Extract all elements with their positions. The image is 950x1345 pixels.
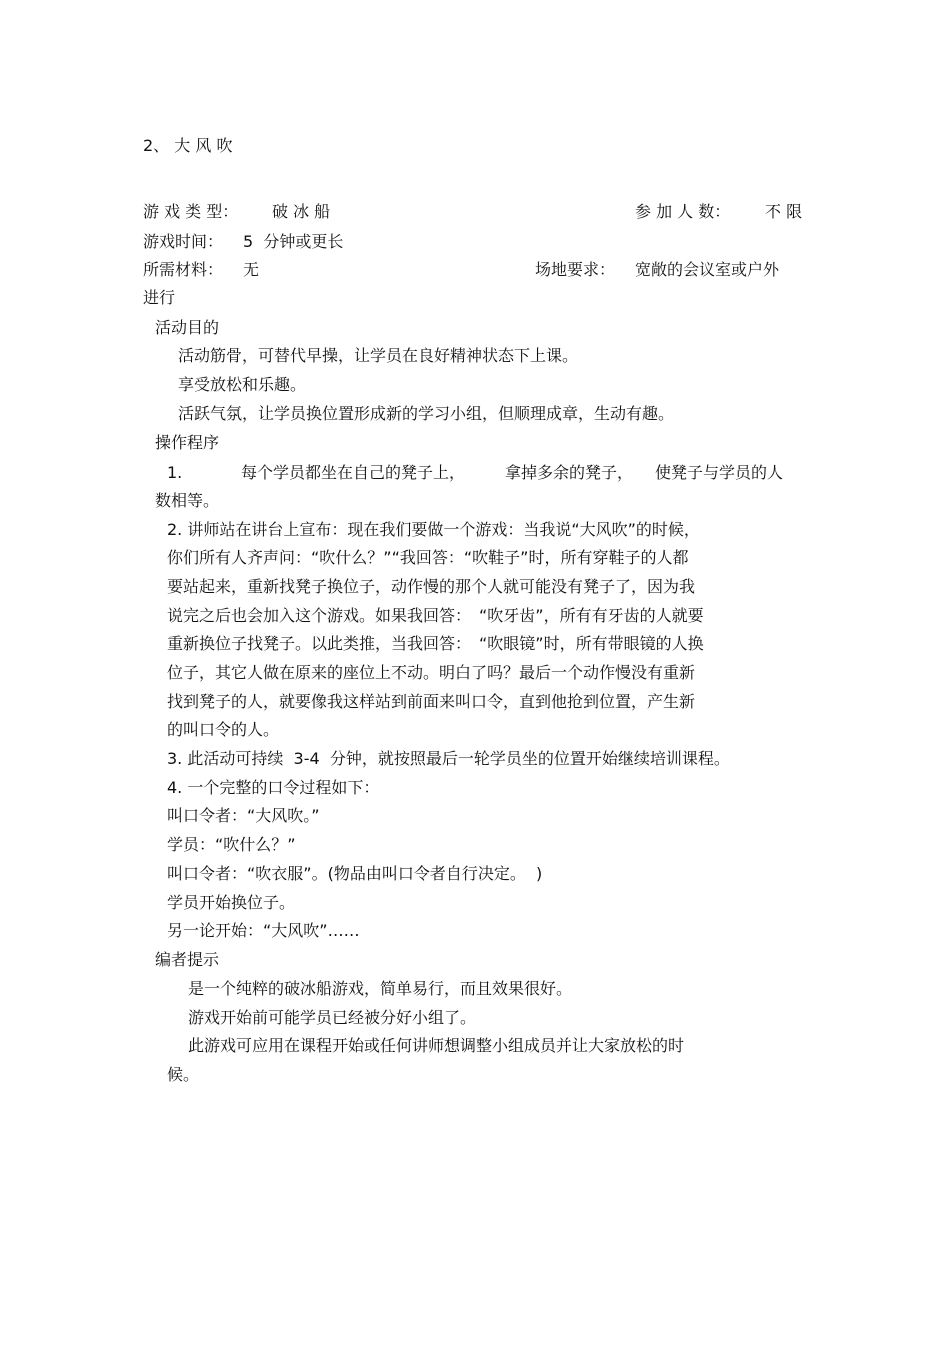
notes-heading: 编者提示: [155, 950, 220, 969]
notes-item-continued: 候。: [167, 1065, 200, 1084]
step4-line: 另一论开始：“大风吹”……: [167, 921, 360, 940]
step1-number: 1.: [167, 463, 183, 482]
step4-line: 学员开始换位子。: [167, 893, 296, 912]
venue-label: 场地要求：: [535, 260, 616, 279]
step4-line: 4. 一个完整的口令过程如下：: [167, 778, 380, 797]
venue-value: 宽敞的会议室或户外: [635, 260, 780, 279]
step2-line: 你们所有人齐声问：“吹什么？”“我回答：“吹鞋子”时，所有穿鞋子的人都: [167, 548, 689, 567]
step2-line: 的叫口令的人。: [167, 720, 280, 739]
goal-item: 活动筋骨，可替代早操，让学员在良好精神状态下上课。: [178, 346, 579, 365]
material-value: 无: [243, 260, 260, 279]
participants-label: 参 加 人 数：: [635, 202, 731, 221]
step1-text-continued: 数相等。: [155, 491, 220, 510]
venue-value-continued: 进行: [143, 288, 176, 307]
step4-line: 学员：“吹什么？”: [167, 835, 296, 854]
step3-text: 3. 此活动可持续 3-4 分钟，就按照最后一轮学员坐的位置开始继续培训课程。: [167, 749, 730, 768]
material-label: 所需材料：: [143, 260, 224, 279]
step1-text: 每个学员都坐在自己的凳子上，: [241, 463, 466, 482]
step1-text: 拿掉多余的凳子，: [505, 463, 634, 482]
goal-item: 活跃气氛，让学员换位置形成新的学习小组，但顺理成章，生动有趣。: [178, 404, 675, 423]
participants-value: 不 限: [765, 202, 803, 221]
step2-line: 重新换位子找凳子。以此类推，当我回答： “吹眼镜”时，所有带眼镜的人换: [167, 634, 704, 653]
goal-heading: 活动目的: [155, 318, 220, 337]
game-type-label: 游 戏 类 型：: [143, 202, 239, 221]
notes-item: 游戏开始前可能学员已经被分好小组了。: [188, 1008, 477, 1027]
step4-line: 叫口令者：“吹衣服”。(物品由叫口令者自行决定。 ): [167, 864, 543, 883]
game-type-value: 破 冰 船: [272, 202, 331, 221]
step2-line: 找到凳子的人，就要像我这样站到前面来叫口令，直到他抢到位置，产生新: [167, 692, 696, 711]
notes-item: 是一个纯粹的破冰船游戏，简单易行，而且效果很好。: [188, 979, 573, 998]
step1-text: 使凳子与学员的人: [655, 463, 784, 482]
step2-line: 位子，其它人做在原来的座位上不动。明白了吗？最后一个动作慢没有重新: [167, 663, 696, 682]
game-time-value: 5 分钟或更长: [243, 232, 344, 251]
notes-item: 此游戏可应用在课程开始或任何讲师想调整小组成员并让大家放松的时: [188, 1036, 685, 1055]
step2-line: 说完之后也会加入这个游戏。如果我回答： “吹牙齿”，所有有牙齿的人就要: [167, 606, 704, 625]
goal-item: 享受放松和乐趣。: [178, 375, 307, 394]
step2-line: 2. 讲师站在讲台上宣布：现在我们要做一个游戏：当我说“大风吹”的时候，: [167, 520, 700, 539]
procedure-heading: 操作程序: [155, 433, 220, 452]
game-time-label: 游戏时间：: [143, 232, 224, 251]
step2-line: 要站起来，重新找凳子换位子，动作慢的那个人就可能没有凳子了，因为我: [167, 577, 696, 596]
section-title: 2、 大 风 吹: [143, 136, 233, 155]
step4-line: 叫口令者：“大风吹。”: [167, 806, 320, 825]
